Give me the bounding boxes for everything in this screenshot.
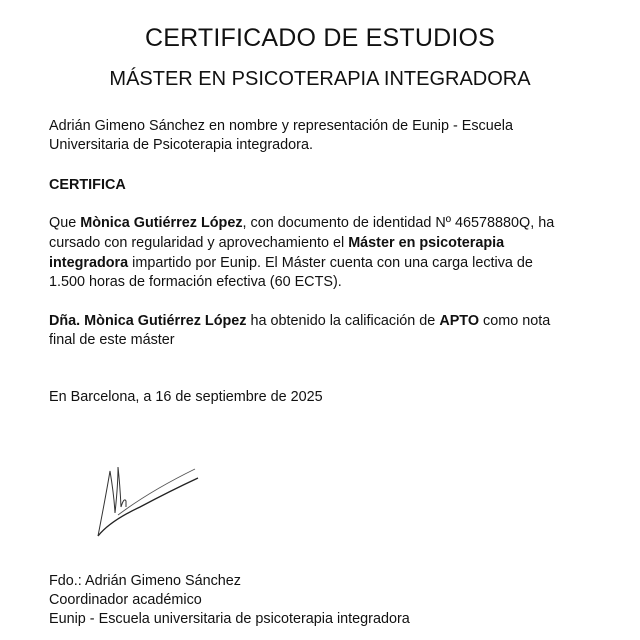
text: ha obtenido la calificación de — [246, 313, 440, 329]
text: impartido por Eunip. El Máster cuenta con una carga lectiva de — [128, 255, 533, 271]
certificate-subtitle: MÁSTER EN PSICOTERAPIA INTEGRADORA — [109, 68, 531, 90]
signer-institution: Eunip - Escuela universitaria de psicoterapia integradora — [49, 611, 410, 627]
signer-role: Coordinador académico — [49, 592, 202, 608]
body-line — [49, 254, 533, 273]
text: , con documento de identidad Nº 46578880Q, ha — [242, 215, 555, 231]
program-name: integradora — [49, 255, 129, 271]
body-line — [49, 214, 554, 233]
intro-line: Adrián Gimeno Sánchez en nombre y representación de Eunip - Escuela — [49, 118, 513, 134]
signature — [80, 455, 210, 545]
text: como nota — [479, 313, 551, 329]
grade-line — [49, 312, 550, 331]
intro-line: Universitaria de Psicoterapia integradora. — [49, 137, 313, 153]
certifica-heading: CERTIFICA — [49, 177, 126, 193]
student-name: Dña. Mònica Gutiérrez López — [49, 313, 247, 329]
body-line: 1.500 horas de formación efectiva (60 ECTS). — [49, 274, 342, 290]
place-date: En Barcelona, a 16 de septiembre de 2025 — [49, 389, 323, 405]
grade-value: APTO — [439, 313, 480, 329]
grade-line: final de este máster — [49, 332, 175, 348]
signer-name: Fdo.: Adrián Gimeno Sánchez — [49, 573, 241, 589]
text: cursado con regularidad y aprovechamiento el — [49, 235, 349, 251]
certificate-title: CERTIFICADO DE ESTUDIOS — [144, 24, 495, 52]
program-name: Máster en psicoterapia — [348, 235, 505, 251]
body-line — [49, 234, 504, 253]
text: Que — [49, 215, 81, 231]
student-name: Mònica Gutiérrez López — [80, 215, 243, 231]
